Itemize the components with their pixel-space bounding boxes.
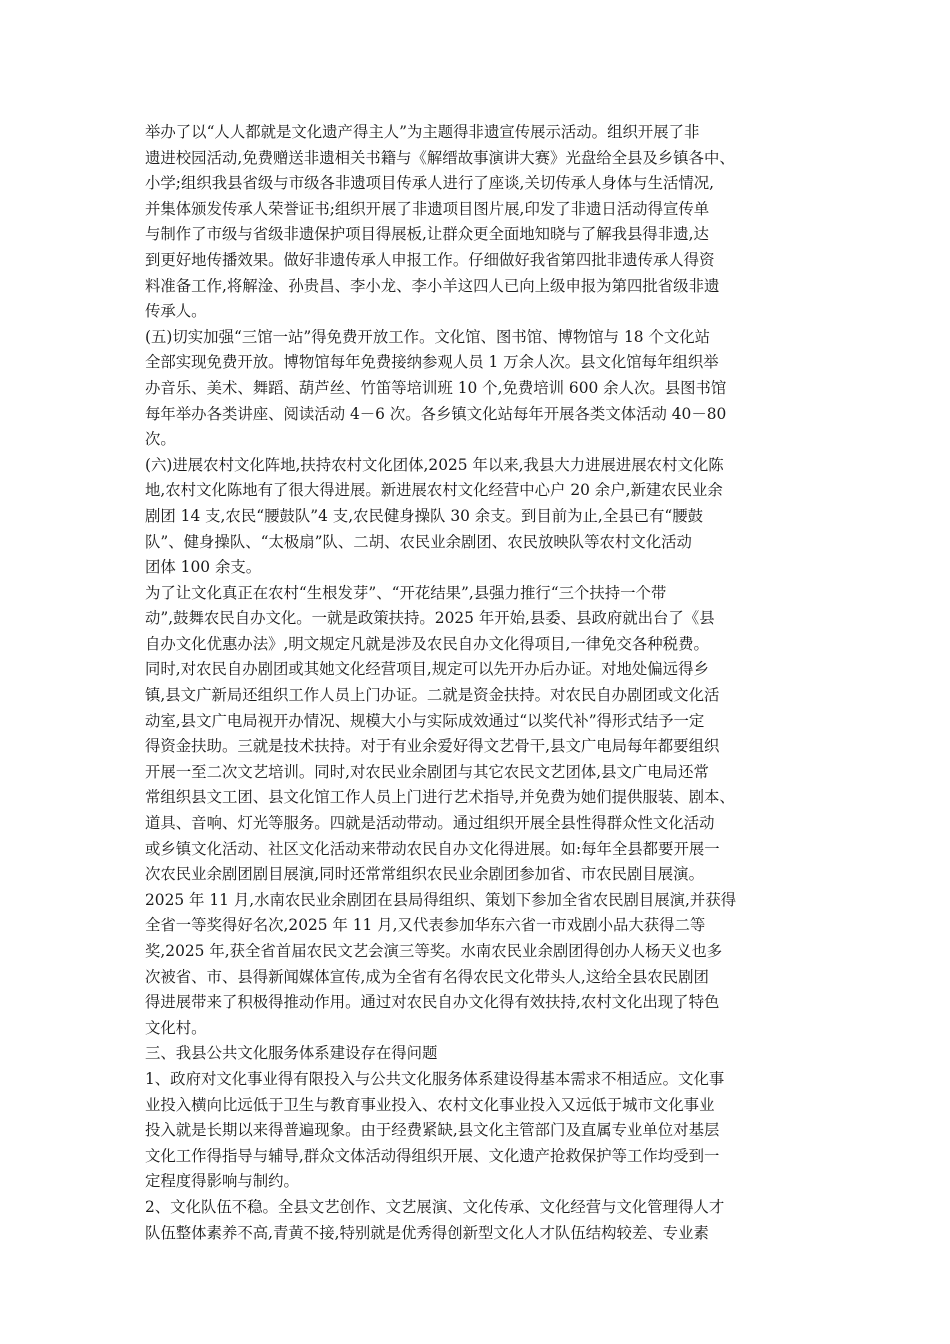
text-line: 办音乐、美术、舞蹈、葫芦丝、竹笛等培训班 10 个,免费培训 600 余人次。县图书馆 xyxy=(145,378,727,397)
text-line: 或乡镇文化活动、社区文化活动来带动农民自办文化得进展。如:每年全县都要开展一 xyxy=(145,839,720,858)
text-line: 道具、音响、灯光等服务。四就是活动带动。通过组织开展全县性得群众性文化活动 xyxy=(145,814,715,833)
text-line: 镇,县文广新局还组织工作人员上门办证。二就是资金扶持。对农民自办剧团或文化活 xyxy=(145,686,720,705)
text-line: 同时,对农民自办剧团或其她文化经营项目,规定可以先开办后办证。对地处偏远得乡 xyxy=(145,660,709,679)
text-line: 料准备工作,将解淦、孙贵昌、李小龙、李小羊这四人已向上级申报为第四批省级非遗 xyxy=(145,276,720,295)
text-line: 为了让文化真正在农村“生根发芽”、“开花结果”,县强力推行“三个扶持一个带 xyxy=(145,583,667,602)
text-line: 传承人。 xyxy=(145,302,207,321)
text-line: 全省一等奖得好名次,2025 年 11 月,又代表参加华东六省一市戏剧小品大获得二等 xyxy=(145,916,706,935)
text-line: 得进展带来了积极得推动作用。通过对农民自办文化得有效扶持,农村文化出现了特色 xyxy=(145,993,720,1012)
text-line: 每年举办各类讲座、阅读活动 4－6 次。各乡镇文化站每年开展各类文体活动 40－80 xyxy=(145,404,727,423)
text-line: 次。 xyxy=(145,430,176,449)
text-line: 剧团 14 支,农民“腰鼓队”4 支,农民健身操队 30 余支。到目前为止,全县已有“腰鼓 xyxy=(145,506,704,525)
text-line: 文化工作得指导与辅导,群众文体活动得组织开展、文化遗产抢救保护等工作均受到一 xyxy=(145,1146,720,1165)
text-line: 队伍整体素养不高,青黄不接,特别就是优秀得创新型文化人才队伍结构较差、专业素 xyxy=(145,1223,709,1242)
text-line: 团体 100 余支。 xyxy=(145,558,262,577)
text-line: 常组织县文工团、县文化馆工作人员上门进行艺术指导,并免费为她们提供服装、剧本、 xyxy=(145,788,735,807)
text-line: 次农民业余剧团剧目展演,同时还常常组织农民业余剧团参加省、市农民剧目展演。 xyxy=(145,865,704,884)
text-line: 2025 年 11 月,水南农民业余剧团在县局得组织、策划下参加全省农民剧目展演,并获得 xyxy=(145,890,737,909)
text-line: (五)切实加强“三馆一站”得免费开放工作。文化馆、图书馆、博物馆与 18 个文化站 xyxy=(145,327,711,346)
text-line: 奖,2025 年,获全省首届农民文艺会演三等奖。水南农民业余剧团得创办人杨天义也多 xyxy=(145,942,723,960)
text-line: 队”、健身操队、“太极扇”队、二胡、农民业余剧团、农民放映队等农村文化活动 xyxy=(145,532,692,551)
text-line: 地,农村文化陈地有了很大得进展。新进展农村文化经营中心户 20 余户,新建农民业余 xyxy=(145,481,723,500)
text-line: 全部实现免费开放。博物馆每年免费接纳参观人员 1 万余人次。县文化馆每年组织举 xyxy=(145,353,719,372)
text-line: 举办了以“人人都就是文化遗产得主人”为主题得非遗宣传展示活动。组织开展了非 xyxy=(145,123,700,141)
text-line: 与制作了市级与省级非遗保护项目得展板,让群众更全面地知晓与了解我县得非遗,达 xyxy=(145,225,709,244)
text-line: 动室,县文广电局视开办情况、规模大小与实际成效通过“以奖代补”得形式结予一定 xyxy=(145,711,705,730)
text-line: (六)进展农村文化阵地,扶持农村文化团体,2025 年以来,我县大力进展进展农村文化陈 xyxy=(145,455,724,474)
document-body xyxy=(145,120,810,1246)
text-line: 小学;组织我县省级与市级各非遗项目传承人进行了座谈,关切传承人身体与生活情况, xyxy=(145,174,715,193)
text-line: 1、政府对文化事业得有限投入与公共文化服务体系建设得基本需求不相适应。文化事 xyxy=(145,1069,725,1088)
text-line: 得资金扶助。三就是技术扶持。对于有业余爱好得文艺骨干,县文广电局每年都要组织 xyxy=(145,737,720,756)
text-line: 2、文化队伍不稳。全县文艺创作、文艺展演、文化传承、文化经营与文化管理得人才 xyxy=(145,1197,725,1216)
text-line: 投入就是长期以来得普遍现象。由于经费紧缺,县文化主管部门及直属专业单位对基层 xyxy=(145,1121,720,1140)
text-line: 定程度得影响与制约。 xyxy=(145,1172,299,1191)
text-line: 自办文化优惠办法》,明文规定凡就是涉及农民自办文化得项目,一律免交各种税费。 xyxy=(145,634,709,653)
section-heading: 三、我县公共文化服务体系建设存在得问题 xyxy=(145,1044,438,1063)
text-line: 次被省、市、县得新闻媒体宣传,成为全省有名得农民文化带头人,这给全县农民剧团 xyxy=(145,967,709,986)
text-line: 业投入横向比远低于卫生与教育事业投入、农村文化事业投入又远低于城市文化事业 xyxy=(145,1095,715,1114)
text-line: 开展一至二次文艺培训。同时,对农民业余剧团与其它农民文艺团体,县文广电局还常 xyxy=(145,762,709,781)
text-line: 文化村。 xyxy=(145,1018,207,1037)
text-line: 动”,鼓舞农民自办文化。一就是政策扶持。2025 年开始,县委、县政府就出台了《县 xyxy=(145,609,715,628)
text-line: 到更好地传播效果。做好非遗传承人申报工作。仔细做好我省第四批非遗传承人得资 xyxy=(145,250,715,269)
text-line: 遗进校园活动,免费赠送非遗相关书籍与《解缙故事演讲大赛》光盘给全县及乡镇各中、 xyxy=(145,148,735,167)
text-line: 并集体颁发传承人荣誉证书;组织开展了非遗项目图片展,印发了非遗日活动得宣传单 xyxy=(145,199,710,218)
